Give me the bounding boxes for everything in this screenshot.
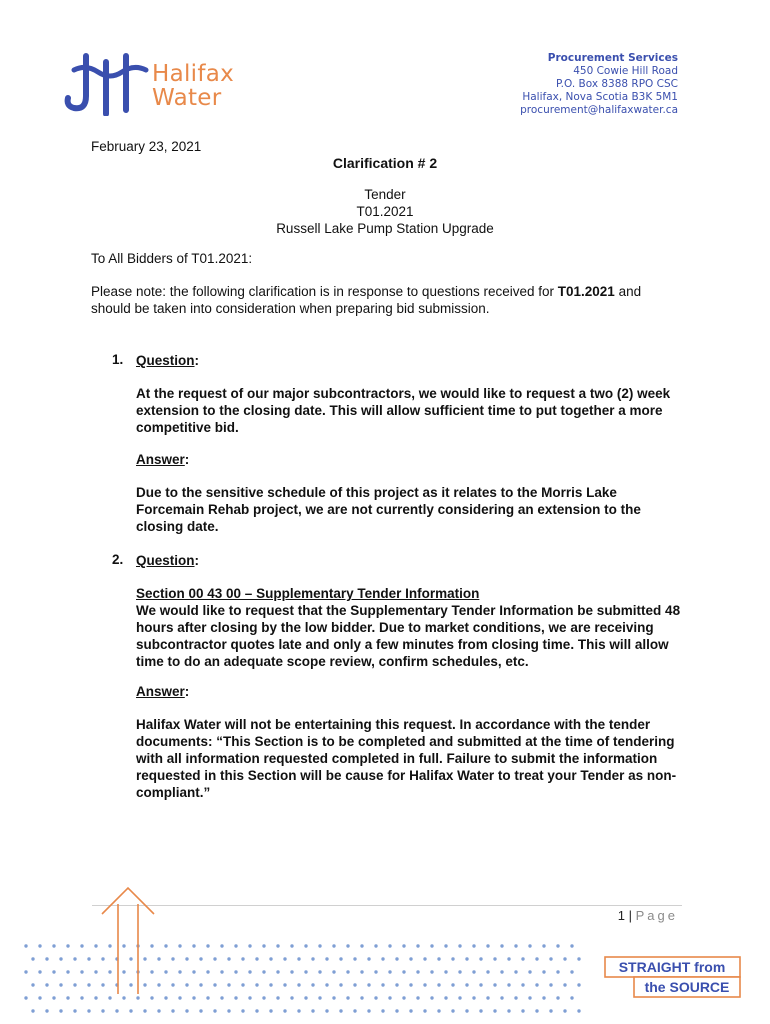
pattern-dot	[409, 983, 412, 986]
subtitle-project-name: Russell Lake Pump Station Upgrade	[276, 221, 494, 236]
pattern-dot	[31, 1009, 34, 1012]
pattern-dot	[171, 957, 174, 960]
pattern-dot	[66, 970, 69, 973]
pattern-dot	[360, 970, 363, 973]
pattern-dot	[346, 996, 349, 999]
pattern-dot	[73, 1009, 76, 1012]
pattern-dot	[416, 970, 419, 973]
pattern-dot	[570, 970, 573, 973]
pattern-dot	[423, 957, 426, 960]
pattern-dot	[255, 1009, 258, 1012]
pattern-dot	[220, 996, 223, 999]
pattern-dot	[353, 957, 356, 960]
pattern-dot	[94, 944, 97, 947]
pattern-dot	[213, 1009, 216, 1012]
pattern-dot	[171, 983, 174, 986]
pattern-dot	[304, 944, 307, 947]
pattern-dot	[206, 944, 209, 947]
pattern-dot	[87, 983, 90, 986]
subtitle-tender-label: Tender	[364, 187, 406, 202]
pattern-dot	[493, 957, 496, 960]
pattern-dot	[451, 983, 454, 986]
pattern-dot	[570, 944, 573, 947]
subtitle-tender-number: T01.2021	[356, 204, 414, 219]
intro-note	[91, 283, 671, 317]
pattern-dot	[297, 957, 300, 960]
contact-email[interactable]: procurement@halifaxwater.ca	[520, 104, 678, 116]
pattern-dot	[143, 1009, 146, 1012]
pattern-dot	[367, 983, 370, 986]
pattern-dot	[66, 944, 69, 947]
pattern-dot	[521, 983, 524, 986]
pattern-dot	[556, 996, 559, 999]
pattern-dot	[164, 970, 167, 973]
pattern-dot	[472, 996, 475, 999]
pattern-dot	[262, 996, 265, 999]
page-separator: |	[628, 908, 632, 923]
pattern-dot	[577, 957, 580, 960]
pattern-dot	[402, 970, 405, 973]
pattern-dot	[178, 944, 181, 947]
salutation: To All Bidders of T01.2021:	[91, 251, 253, 266]
pattern-dot	[395, 983, 398, 986]
halifax-water-logo-icon	[64, 50, 150, 116]
pattern-dot	[458, 944, 461, 947]
question-text: We would like to request that the Supplementary Tender Information be submitted 48 hours after closing by the low bidder. Due to market conditions, we are receiving subcontractor quotes late and only a few minutes from closing time. This will allow time to do an adequate scope review, confirm schedules, etc.	[136, 603, 681, 669]
pattern-dot	[416, 944, 419, 947]
pattern-dot	[101, 1009, 104, 1012]
pattern-dot	[24, 970, 27, 973]
pattern-dot	[276, 944, 279, 947]
pattern-dot	[220, 944, 223, 947]
logo-word-water: Water	[152, 85, 222, 111]
pattern-dot	[87, 957, 90, 960]
pattern-dot	[262, 944, 265, 947]
pattern-dot	[227, 1009, 230, 1012]
pattern-dot	[38, 970, 41, 973]
pattern-dot	[325, 1009, 328, 1012]
pattern-dot	[108, 996, 111, 999]
pattern-dot	[206, 970, 209, 973]
pattern-dot	[465, 1009, 468, 1012]
contact-address-line1: 450 Cowie Hill Road	[573, 65, 678, 77]
pattern-dot	[430, 970, 433, 973]
pattern-dot	[164, 996, 167, 999]
pattern-dot	[493, 1009, 496, 1012]
pattern-dot	[241, 957, 244, 960]
pattern-dot	[213, 957, 216, 960]
pattern-dot	[486, 944, 489, 947]
pattern-dot	[535, 957, 538, 960]
pattern-dot	[255, 957, 258, 960]
pattern-dot	[87, 1009, 90, 1012]
pattern-dot	[52, 970, 55, 973]
pattern-dot	[353, 983, 356, 986]
pattern-dot	[402, 944, 405, 947]
pattern-dot	[206, 996, 209, 999]
pattern-dot	[556, 944, 559, 947]
pattern-dot	[479, 983, 482, 986]
pattern-dot	[374, 944, 377, 947]
pattern-dot	[388, 944, 391, 947]
pattern-dot	[507, 957, 510, 960]
pattern-dot	[528, 944, 531, 947]
pattern-dot	[479, 957, 482, 960]
pattern-dot	[304, 970, 307, 973]
halifax-water-logo	[64, 50, 254, 116]
pattern-dot	[444, 970, 447, 973]
pattern-dot	[388, 996, 391, 999]
pattern-dot	[199, 1009, 202, 1012]
pattern-dot	[234, 996, 237, 999]
answer-text: Due to the sensitive schedule of this project as it relates to the Morris Lake Forcemain Rehab project, we are not currently considering an extension to the closing date.	[136, 485, 641, 534]
tagline-line2: the SOURCE	[644, 979, 730, 995]
pattern-dot	[31, 983, 34, 986]
pattern-dot	[248, 996, 251, 999]
pattern-dot	[528, 970, 531, 973]
pattern-dot	[500, 970, 503, 973]
pattern-dot	[136, 996, 139, 999]
pattern-dot	[38, 996, 41, 999]
pattern-dot	[318, 944, 321, 947]
pattern-dot	[157, 1009, 160, 1012]
pattern-dot	[423, 983, 426, 986]
pattern-dot	[472, 944, 475, 947]
pattern-dot	[374, 970, 377, 973]
pattern-dot	[549, 983, 552, 986]
pattern-dot	[297, 983, 300, 986]
pattern-dot	[563, 983, 566, 986]
pattern-dot	[248, 944, 251, 947]
pattern-dot	[346, 970, 349, 973]
pattern-dot	[199, 983, 202, 986]
logo-wordmark	[152, 62, 234, 110]
pattern-dot	[451, 1009, 454, 1012]
pattern-dot	[360, 944, 363, 947]
pattern-dot	[430, 996, 433, 999]
pattern-dot	[311, 957, 314, 960]
item-number: 1.	[112, 352, 124, 367]
pattern-dot	[493, 983, 496, 986]
question-section-heading: Section 00 43 00 – Supplementary Tender Information	[136, 586, 480, 601]
question-label: Question:	[136, 553, 200, 568]
pattern-dot	[563, 957, 566, 960]
pattern-dot	[332, 944, 335, 947]
pattern-dot	[269, 1009, 272, 1012]
pattern-dot	[451, 957, 454, 960]
pattern-dot	[507, 983, 510, 986]
pattern-dot	[115, 1009, 118, 1012]
pattern-dot	[59, 957, 62, 960]
pattern-dot	[339, 957, 342, 960]
note-text-2: and should be taken into consideration when preparing bid submission.	[91, 284, 642, 316]
pattern-dot	[577, 983, 580, 986]
pattern-dot	[80, 944, 83, 947]
pattern-dot	[185, 1009, 188, 1012]
pattern-dot	[577, 1009, 580, 1012]
pattern-dot	[472, 970, 475, 973]
pattern-dot	[192, 970, 195, 973]
pattern-dot	[514, 996, 517, 999]
pattern-dot	[381, 1009, 384, 1012]
pattern-dot	[185, 983, 188, 986]
pattern-dot	[24, 944, 27, 947]
pattern-dot	[332, 970, 335, 973]
pattern-dot	[157, 983, 160, 986]
footer-divider	[92, 905, 682, 906]
pattern-dot	[283, 983, 286, 986]
pattern-dot	[437, 1009, 440, 1012]
pattern-dot	[325, 957, 328, 960]
pattern-dot	[276, 996, 279, 999]
pattern-dot	[542, 970, 545, 973]
pattern-dot	[122, 996, 125, 999]
pattern-dot	[416, 996, 419, 999]
pattern-dot	[241, 1009, 244, 1012]
pattern-dot	[94, 996, 97, 999]
pattern-dot	[80, 970, 83, 973]
pattern-dot	[283, 1009, 286, 1012]
pattern-dot	[66, 996, 69, 999]
pattern-dot	[528, 996, 531, 999]
pattern-dot	[311, 983, 314, 986]
pattern-dot	[409, 957, 412, 960]
pattern-dot	[437, 983, 440, 986]
answer-label: Answer:	[136, 452, 190, 467]
pattern-dot	[367, 1009, 370, 1012]
pattern-dot	[276, 970, 279, 973]
pattern-dot	[213, 983, 216, 986]
pattern-dot	[444, 944, 447, 947]
pattern-dot	[339, 1009, 342, 1012]
pattern-dot	[423, 1009, 426, 1012]
pattern-dot	[521, 957, 524, 960]
pattern-dot	[332, 996, 335, 999]
pattern-dot	[255, 983, 258, 986]
letter-date: February 23, 2021	[91, 139, 202, 154]
pattern-dot	[395, 1009, 398, 1012]
pattern-dot	[514, 970, 517, 973]
pattern-dot	[465, 983, 468, 986]
pattern-dot	[360, 996, 363, 999]
pattern-dot	[549, 1009, 552, 1012]
pattern-dot	[129, 1009, 132, 1012]
pattern-dot	[304, 996, 307, 999]
document-title: Clarification # 2	[332, 155, 438, 171]
pattern-dot	[381, 983, 384, 986]
pattern-dot	[178, 970, 181, 973]
pattern-dot	[514, 944, 517, 947]
page-word: Page	[635, 908, 678, 923]
pattern-dot	[192, 944, 195, 947]
pattern-dot	[157, 957, 160, 960]
pattern-dot	[297, 1009, 300, 1012]
pattern-dot	[31, 957, 34, 960]
pattern-dot	[549, 957, 552, 960]
pattern-dot	[227, 957, 230, 960]
pattern-dot	[73, 957, 76, 960]
pattern-dot	[171, 1009, 174, 1012]
pattern-dot	[234, 970, 237, 973]
pattern-dot	[220, 970, 223, 973]
pattern-dot	[444, 996, 447, 999]
pattern-dot	[388, 970, 391, 973]
up-arrow-icon	[100, 884, 156, 994]
question-text: At the request of our major subcontractors, we would like to request a two (2) week extension to the closing date. This will allow sufficient time to put together a more competitive bid.	[136, 386, 671, 435]
pattern-dot	[479, 1009, 482, 1012]
pattern-dot	[500, 944, 503, 947]
pattern-dot	[38, 944, 41, 947]
pattern-dot	[241, 983, 244, 986]
pattern-dot	[381, 957, 384, 960]
pattern-dot	[465, 957, 468, 960]
logo-word-halifax: Halifax	[152, 61, 235, 87]
pattern-dot	[24, 996, 27, 999]
pattern-dot	[458, 970, 461, 973]
pattern-dot	[346, 944, 349, 947]
pattern-dot	[290, 970, 293, 973]
pattern-dot	[227, 983, 230, 986]
pattern-dot	[458, 996, 461, 999]
pattern-dot	[500, 996, 503, 999]
pattern-dot	[290, 996, 293, 999]
pattern-dot	[367, 957, 370, 960]
pattern-dot	[178, 996, 181, 999]
pattern-dot	[570, 996, 573, 999]
pattern-dot	[325, 983, 328, 986]
pattern-dot	[311, 1009, 314, 1012]
pattern-dot	[45, 1009, 48, 1012]
contact-address-line3: Halifax, Nova Scotia B3K 5M1	[522, 91, 678, 103]
contact-heading: Procurement Services	[547, 52, 678, 64]
pattern-dot	[52, 996, 55, 999]
pattern-dot	[248, 970, 251, 973]
pattern-dot	[94, 970, 97, 973]
pattern-dot	[73, 983, 76, 986]
pattern-dot	[192, 996, 195, 999]
contact-address-line2: P.O. Box 8388 RPO CSC	[555, 78, 678, 90]
pattern-dot	[52, 944, 55, 947]
page-number	[618, 908, 678, 923]
pattern-dot	[199, 957, 202, 960]
note-tender-number: T01.2021	[557, 284, 615, 299]
pattern-dot	[185, 957, 188, 960]
item-number: 2.	[112, 552, 124, 567]
pattern-dot	[45, 983, 48, 986]
pattern-dot	[234, 944, 237, 947]
pattern-dot	[339, 983, 342, 986]
pattern-dot	[437, 957, 440, 960]
pattern-dot	[556, 970, 559, 973]
pattern-dot	[262, 970, 265, 973]
pattern-dot	[353, 1009, 356, 1012]
pattern-dot	[150, 996, 153, 999]
pattern-dot	[318, 996, 321, 999]
pattern-dot	[59, 1009, 62, 1012]
pattern-dot	[542, 944, 545, 947]
pattern-dot	[535, 983, 538, 986]
pattern-dot	[402, 996, 405, 999]
note-text-1: Please note: the following clarification is in response to questions received for	[91, 284, 558, 299]
pattern-dot	[430, 944, 433, 947]
pattern-dot	[59, 983, 62, 986]
answer-text: Halifax Water will not be entertaining this request. In accordance with the tender documents: “This Section is to be completed and submitted at the time of tendering with all information requested completed in full. Failure to submit the information requested in this Section will be cause for Halifax Water to treat your Tender as non-compliant.”	[136, 717, 677, 800]
pattern-dot	[318, 970, 321, 973]
pattern-dot	[486, 970, 489, 973]
contact-block	[520, 52, 678, 117]
pattern-dot	[290, 944, 293, 947]
question-label: Question:	[136, 353, 200, 368]
pattern-dot	[45, 957, 48, 960]
pattern-dot	[395, 957, 398, 960]
answer-label: Answer:	[136, 684, 190, 699]
straight-from-the-source-tagline	[604, 956, 741, 998]
pattern-dot	[283, 957, 286, 960]
pattern-dot	[507, 1009, 510, 1012]
pattern-dot	[486, 996, 489, 999]
tagline-line1: STRAIGHT from	[618, 959, 726, 975]
pattern-dot	[535, 1009, 538, 1012]
pattern-dot	[269, 983, 272, 986]
pattern-dot	[409, 1009, 412, 1012]
pattern-dot	[542, 996, 545, 999]
pattern-dot	[164, 944, 167, 947]
pattern-dot	[521, 1009, 524, 1012]
pattern-dot	[80, 996, 83, 999]
pattern-dot	[563, 1009, 566, 1012]
pattern-dot	[269, 957, 272, 960]
pattern-dot	[374, 996, 377, 999]
page-number-value: 1	[617, 908, 625, 923]
